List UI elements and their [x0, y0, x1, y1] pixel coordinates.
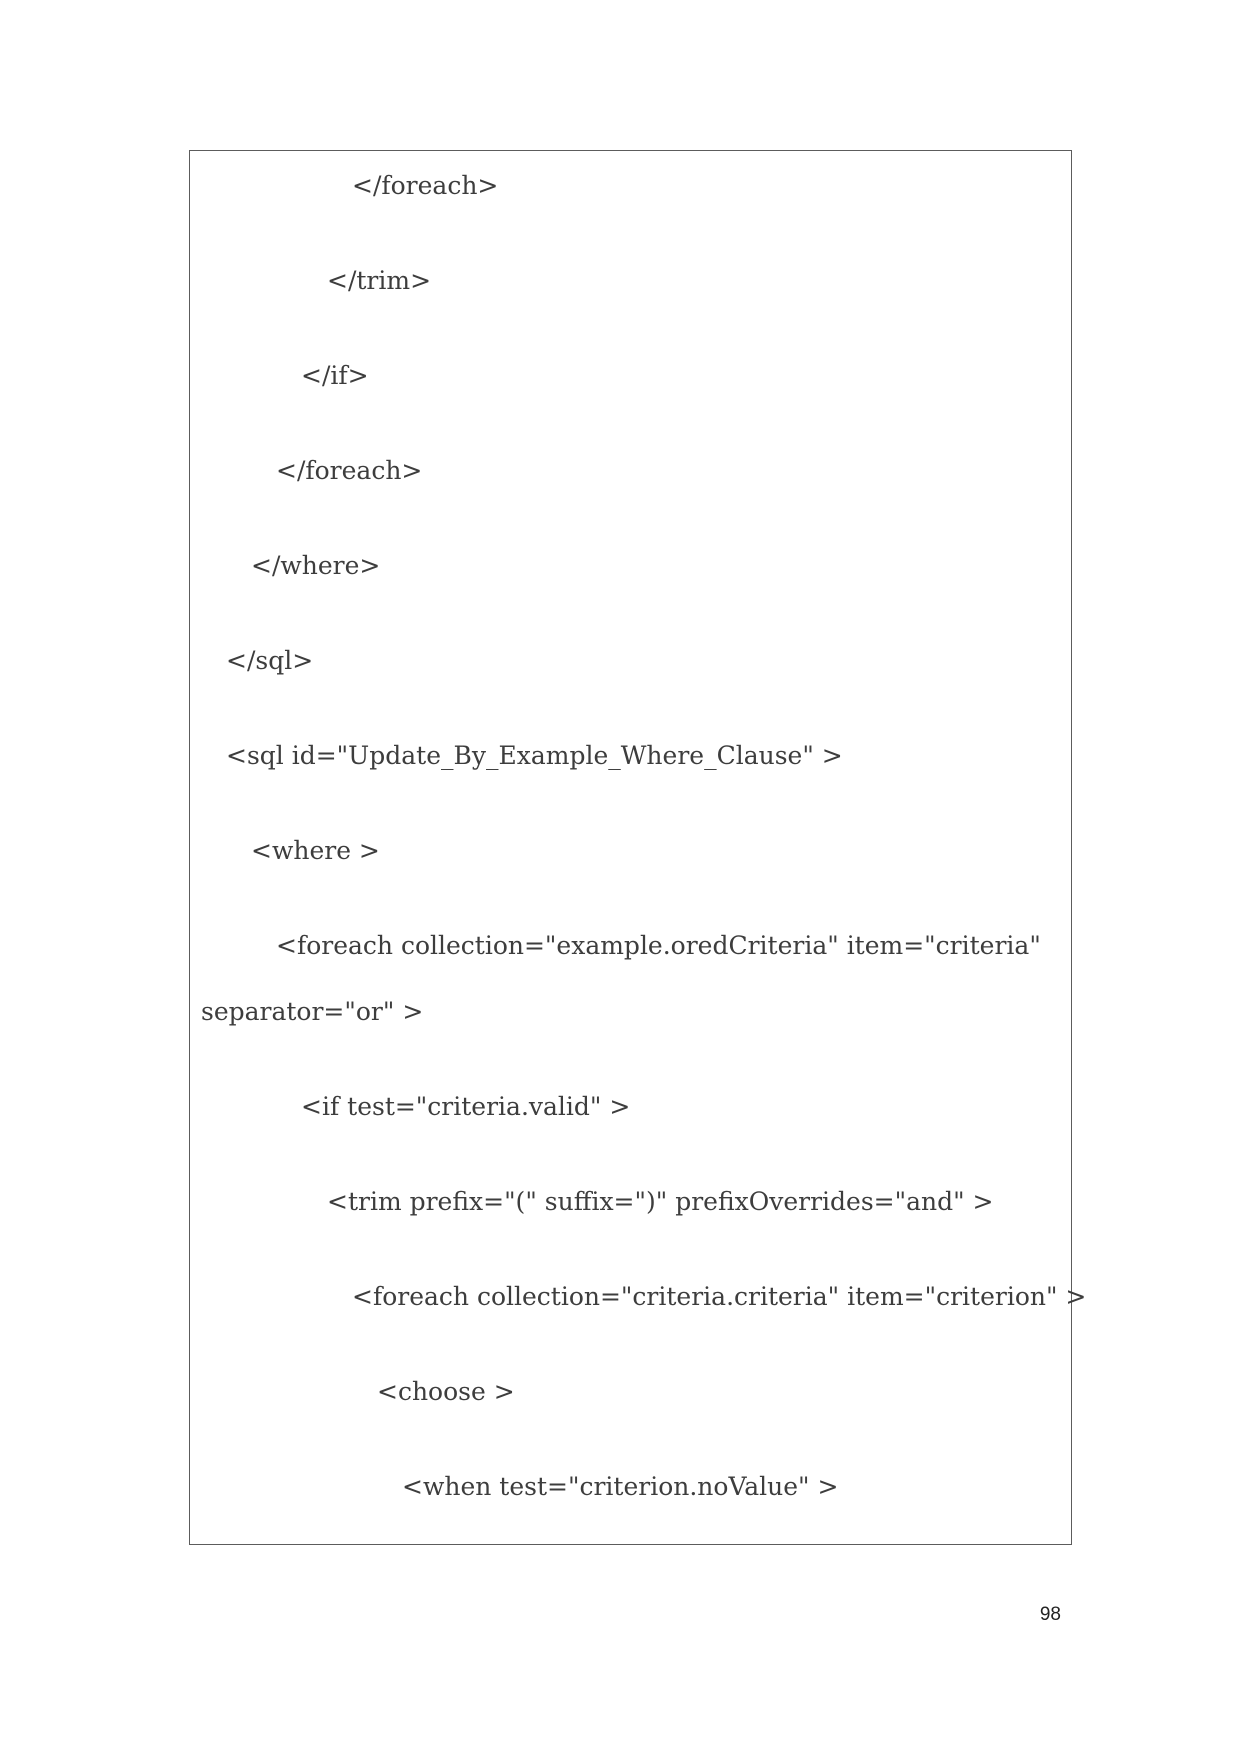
code-line: separator="or" >	[201, 997, 424, 1026]
code-line: </foreach>	[276, 456, 423, 485]
code-line: <foreach collection="criteria.criteria" item="criterion" >	[352, 1282, 1087, 1311]
code-line: <sql id="Update_By_Example_Where_Clause" >	[226, 741, 843, 770]
code-line: <trim prefix="(" suffix=")" prefixOverrides="and" >	[327, 1187, 994, 1216]
code-line: <foreach collection="example.oredCriteria" item="criteria"	[276, 931, 1041, 960]
code-line: <when test="criterion.noValue" >	[402, 1472, 839, 1501]
code-line: <where >	[251, 836, 380, 865]
page-number: 98	[1039, 1604, 1061, 1625]
code-line: </foreach>	[352, 171, 499, 200]
code-line: <choose >	[377, 1377, 515, 1406]
code-line: <if test="criteria.valid" >	[301, 1092, 631, 1121]
code-line: </sql>	[226, 646, 314, 675]
code-line: </trim>	[327, 266, 432, 295]
code-line: </if>	[301, 361, 369, 390]
code-line: </where>	[251, 551, 381, 580]
code-listing-box	[189, 150, 1087, 1545]
